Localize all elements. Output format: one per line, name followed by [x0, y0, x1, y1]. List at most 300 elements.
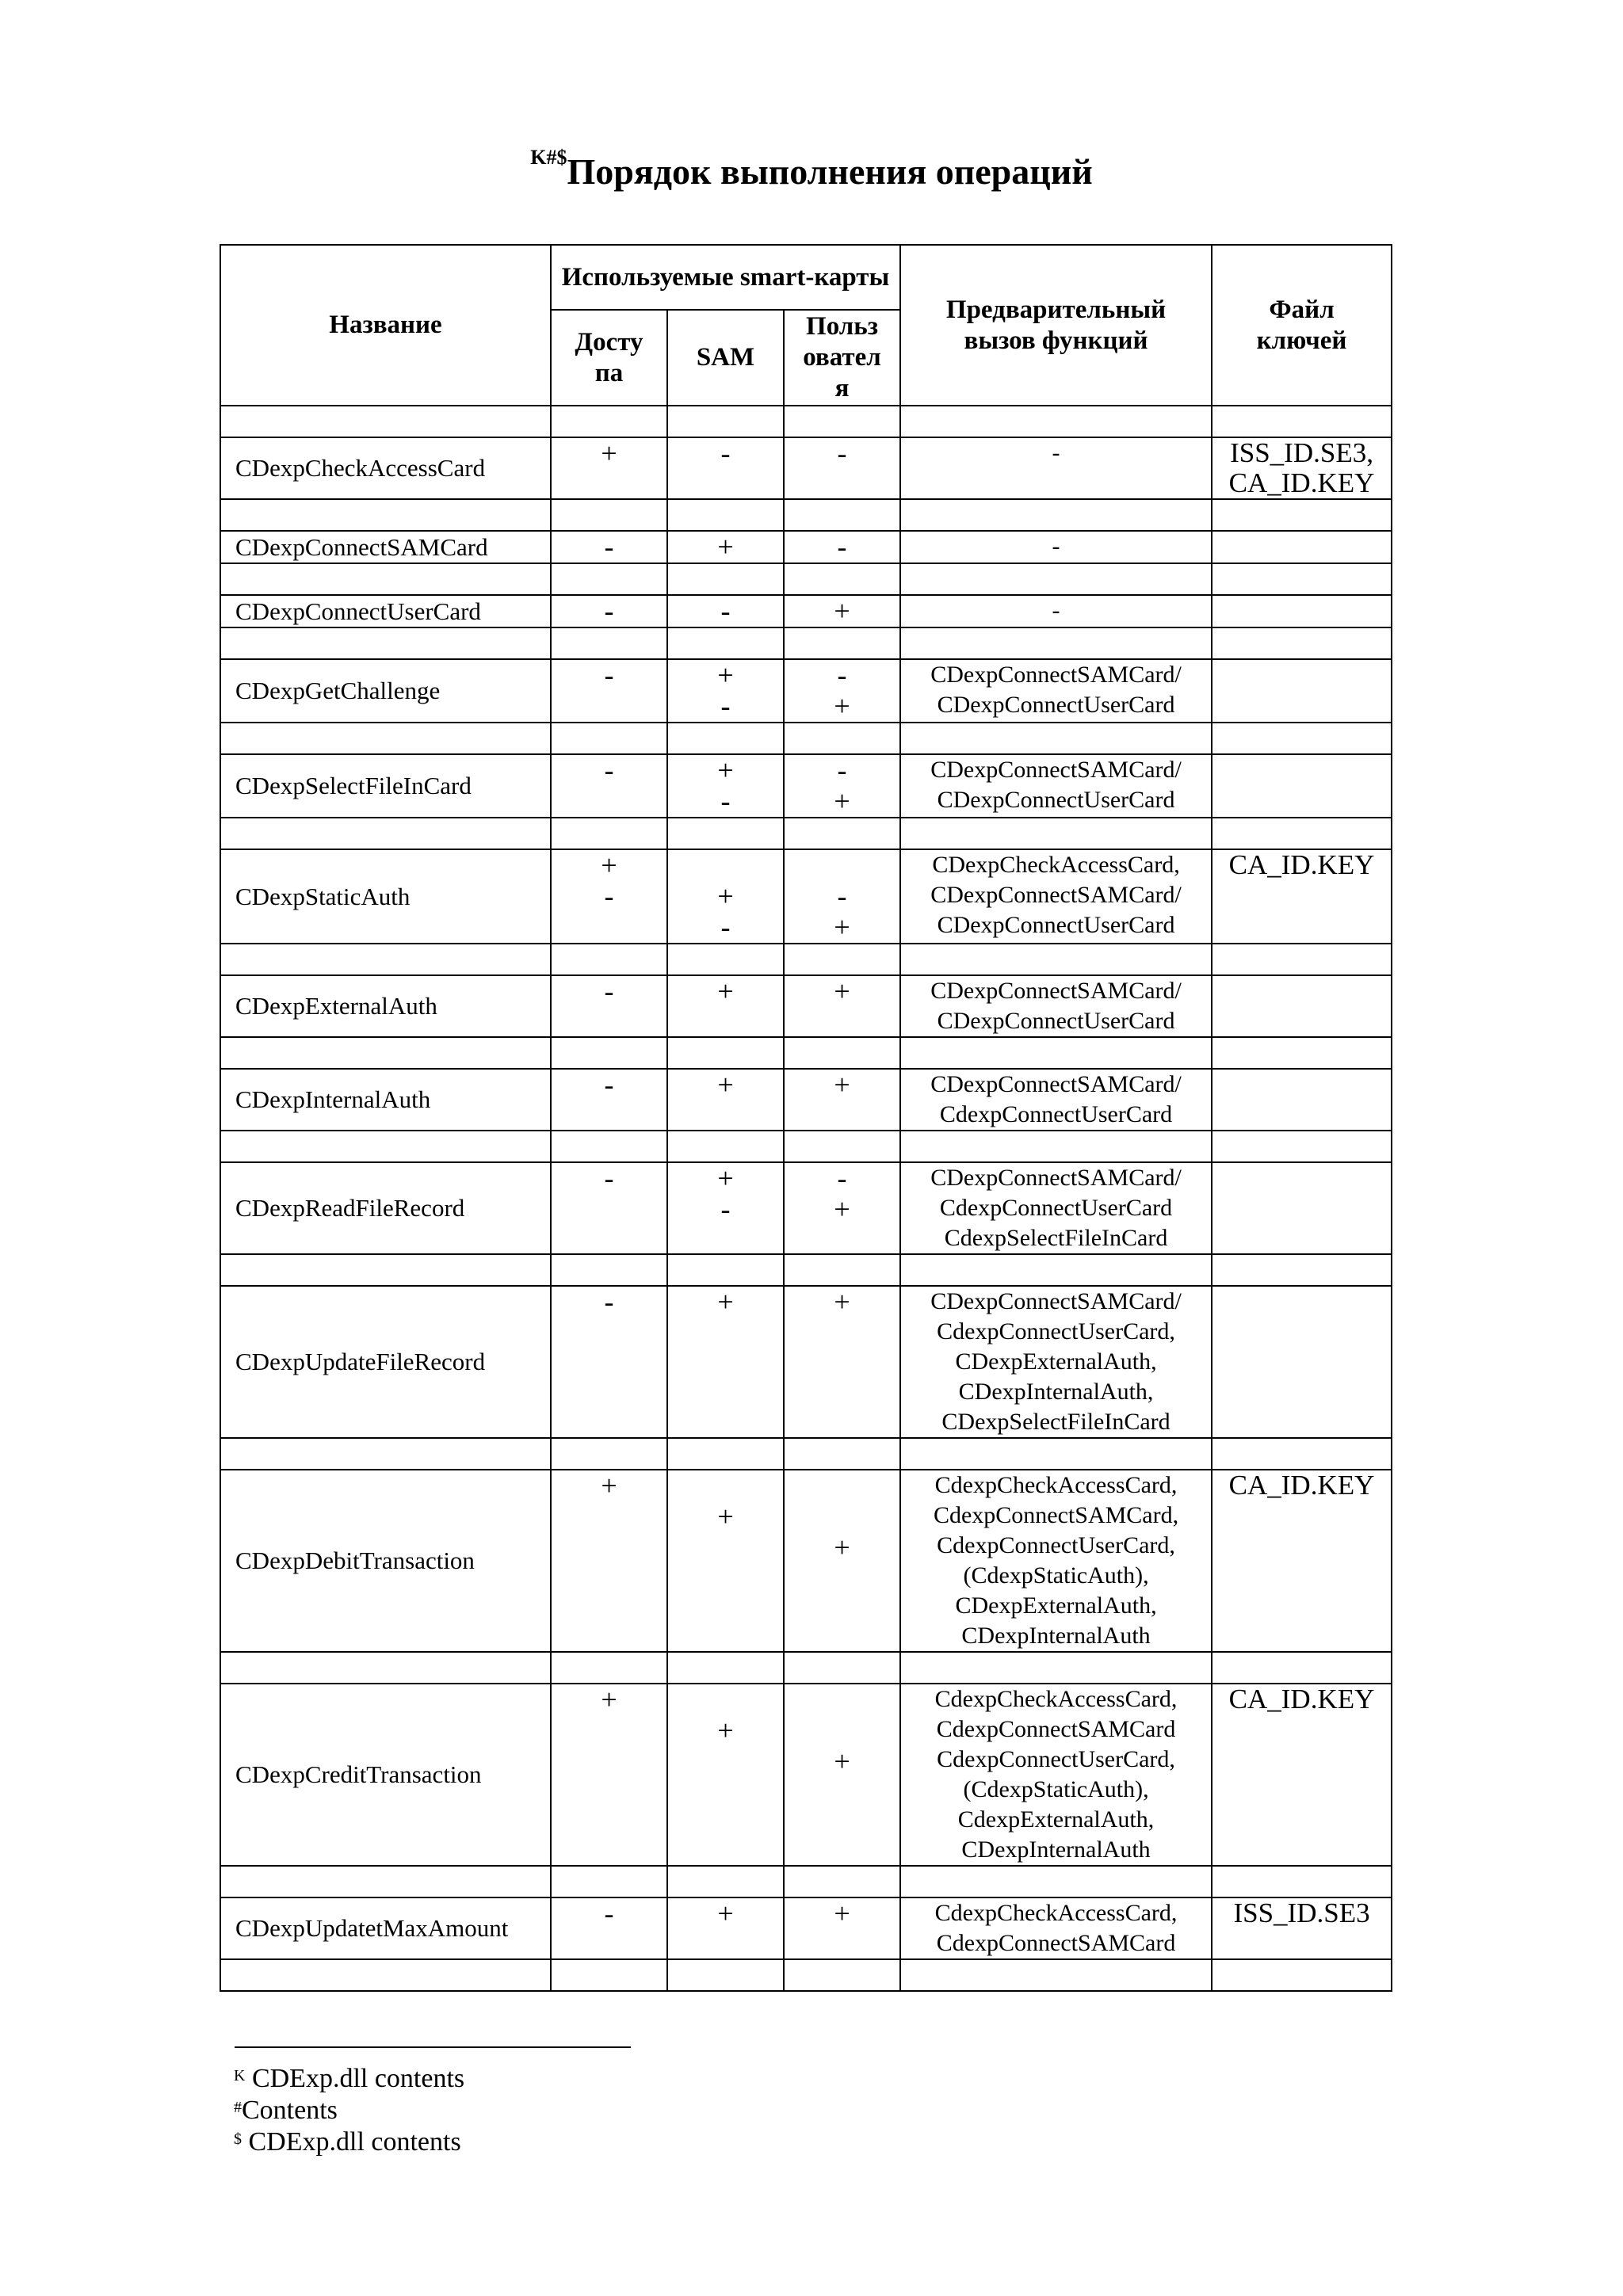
spacer-cell: [667, 1131, 784, 1162]
cell-line: +: [834, 1286, 850, 1318]
spacer-cell: [667, 1037, 784, 1069]
access-card-cell: [551, 437, 667, 499]
spacer-cell: [900, 1438, 1212, 1470]
header-name: Название: [220, 245, 551, 406]
spacer-cell: [220, 1652, 551, 1684]
cell-line: -: [720, 690, 731, 722]
cell-line: CDexpExternalAuth,: [955, 1348, 1157, 1375]
table-row: [220, 531, 1392, 563]
cell-line: CdexpConnectUserCard: [939, 1195, 1173, 1221]
spacer-cell: [220, 723, 551, 754]
spacer-cell: [551, 1254, 667, 1286]
spacer-row: [220, 1438, 1392, 1470]
spacer-cell: [220, 944, 551, 975]
cell-line: CA_ID.KEY: [1228, 849, 1375, 880]
cell-line: CdexpConnectSAMCard: [936, 1716, 1176, 1742]
cell-line: CDexpConnectSAMCard/: [930, 978, 1182, 1004]
sam-card-cell: [667, 531, 784, 563]
cell-line: -: [604, 880, 614, 912]
cell-line: CDexpConnectSAMCard/: [930, 882, 1182, 908]
spacer-cell: [900, 723, 1212, 754]
cell-line: +: [834, 785, 850, 817]
access-card-cell: [551, 595, 667, 627]
cell-line: +: [601, 1684, 617, 1715]
cell-line: CdexpConnectUserCard,: [937, 1318, 1175, 1344]
spacer-cell: [667, 1438, 784, 1470]
prereq-cell: [900, 531, 1212, 563]
access-card-cell: [551, 659, 667, 723]
footnotes: [234, 2063, 464, 2158]
cell-line: -: [604, 595, 614, 627]
header-user: Польз овател я: [784, 310, 900, 406]
spacer-cell: [667, 499, 784, 531]
spacer-cell: [551, 1037, 667, 1069]
spacer-cell: [784, 1438, 900, 1470]
spacer-row: [220, 627, 1392, 659]
keyfile-cell: [1212, 595, 1392, 627]
cell-line: -: [1052, 440, 1060, 466]
cell-line: +: [834, 1531, 850, 1563]
cell-line: (CdexpStaticAuth),: [963, 1562, 1149, 1589]
sam-card-cell: [667, 975, 784, 1037]
prereq-cell: [900, 1286, 1212, 1438]
spacer-cell: [784, 818, 900, 849]
spacer-row: [220, 1959, 1392, 1991]
function-name-cell: CDexpUpdateFileRecord: [220, 1286, 551, 1438]
access-card-cell: [551, 754, 667, 818]
cell-line: +: [834, 1897, 850, 1929]
cell-line: +: [834, 1193, 850, 1225]
cell-line: CdexpCheckAccessCard,: [934, 1472, 1178, 1498]
header-keyfile: Файл ключей: [1212, 245, 1392, 406]
cell-line: +: [717, 531, 734, 563]
prereq-cell: [900, 754, 1212, 818]
spacer-cell: [220, 1866, 551, 1897]
spacer-cell: [551, 944, 667, 975]
cell-line: [785, 1715, 899, 1746]
header-sam: SAM: [667, 310, 784, 406]
spacer-cell: [900, 1866, 1212, 1897]
page-title: [0, 146, 1623, 193]
cell-line: [668, 1470, 783, 1501]
access-card-cell: [551, 1684, 667, 1866]
spacer-cell: [1212, 499, 1392, 531]
table-row: [220, 437, 1392, 499]
spacer-cell: [784, 406, 900, 437]
title-footnote-marks: K#$: [530, 146, 567, 169]
table-row: [220, 1897, 1392, 1959]
keyfile-cell: [1212, 975, 1392, 1037]
cell-line: -: [837, 1162, 847, 1194]
cell-line: +: [601, 1470, 617, 1501]
prereq-cell: [900, 1684, 1212, 1866]
spacer-cell: [1212, 1866, 1392, 1897]
spacer-cell: [551, 563, 667, 595]
spacer-cell: [1212, 1131, 1392, 1162]
prereq-cell: [900, 437, 1212, 499]
function-name-cell: CDexpStaticAuth: [220, 849, 551, 944]
header-prereq: Предварительный вызов функций: [900, 245, 1212, 406]
keyfile-cell: [1212, 437, 1392, 499]
cell-line: +: [834, 911, 850, 943]
cell-line: CA_ID.KEY: [1228, 1470, 1375, 1501]
cell-line: +: [834, 975, 850, 1007]
spacer-cell: [220, 406, 551, 437]
access-card-cell: [551, 1162, 667, 1254]
spacer-cell: [1212, 1652, 1392, 1684]
cell-line: CdexpConnectSAMCard: [936, 1930, 1176, 1956]
spacer-cell: [667, 818, 784, 849]
cell-line: CDexpConnectUserCard: [937, 912, 1175, 938]
spacer-cell: [900, 1959, 1212, 1991]
spacer-cell: [784, 563, 900, 595]
keyfile-cell: [1212, 531, 1392, 563]
table-row: [220, 1286, 1392, 1438]
cell-line: CDexpInternalAuth: [961, 1623, 1151, 1649]
user-card-cell: [784, 849, 900, 944]
table-row: [220, 1684, 1392, 1866]
spacer-cell: [784, 1866, 900, 1897]
spacer-cell: [220, 1131, 551, 1162]
cell-line: +: [717, 975, 734, 1007]
spacer-cell: [551, 1866, 667, 1897]
cell-line: CDexpConnectSAMCard/: [930, 1165, 1182, 1191]
user-card-cell: [784, 754, 900, 818]
spacer-cell: [667, 563, 784, 595]
cell-line: CdexpCheckAccessCard,: [934, 1900, 1178, 1926]
table-row: [220, 1470, 1392, 1652]
user-card-cell: [784, 1897, 900, 1959]
cell-line: -: [720, 437, 731, 469]
spacer-cell: [667, 944, 784, 975]
user-card-cell: [784, 1286, 900, 1438]
footnote-item: $^K$ CDExp.dll contents: [234, 2064, 465, 2093]
table-body: [220, 406, 1392, 1991]
cell-line: ISS_ID.SE3: [1233, 1897, 1370, 1928]
table-row: [220, 849, 1392, 944]
function-name-cell: CDexpCreditTransaction: [220, 1684, 551, 1866]
cell-line: CA_ID.KEY: [1228, 467, 1375, 498]
spacer-cell: [784, 1959, 900, 1991]
cell-line: -: [604, 1162, 614, 1194]
cell-line: CDexpExternalAuth,: [955, 1592, 1157, 1619]
spacer-row: [220, 499, 1392, 531]
spacer-cell: [784, 1131, 900, 1162]
cell-line: CDexpCheckAccessCard,: [932, 852, 1180, 878]
keyfile-cell: [1212, 1897, 1392, 1959]
cell-line: +: [834, 1069, 850, 1100]
cell-line: -: [1052, 533, 1060, 559]
cell-line: [785, 1501, 899, 1532]
footnote-divider: [235, 2046, 631, 2048]
spacer-cell: [667, 1866, 784, 1897]
keyfile-cell: [1212, 1286, 1392, 1438]
cell-line: [668, 850, 783, 881]
user-card-cell: [784, 531, 900, 563]
spacer-cell: [1212, 818, 1392, 849]
spacer-cell: [220, 499, 551, 531]
keyfile-cell: [1212, 1684, 1392, 1866]
spacer-cell: [900, 818, 1212, 849]
function-name-cell: CDexpUpdatetMaxAmount: [220, 1897, 551, 1959]
user-card-cell: [784, 659, 900, 723]
function-name-cell: CDexpExternalAuth: [220, 975, 551, 1037]
spacer-cell: [667, 1254, 784, 1286]
spacer-cell: [220, 1959, 551, 1991]
spacer-cell: [900, 944, 1212, 975]
cell-line: +: [717, 1501, 734, 1532]
cell-line: CdexpCheckAccessCard,: [934, 1686, 1178, 1712]
spacer-row: [220, 818, 1392, 849]
spacer-cell: [784, 627, 900, 659]
spacer-cell: [1212, 406, 1392, 437]
cell-line: -: [837, 754, 847, 786]
cell-line: -: [720, 595, 731, 627]
prereq-cell: [900, 1470, 1212, 1652]
cell-line: CDexpConnectUserCard: [937, 787, 1175, 813]
spacer-cell: [1212, 563, 1392, 595]
spacer-cell: [1212, 627, 1392, 659]
access-card-cell: [551, 1069, 667, 1131]
table-row: [220, 659, 1392, 723]
cell-line: -: [837, 531, 847, 563]
table-row: [220, 754, 1392, 818]
access-card-cell: [551, 849, 667, 944]
user-card-cell: [784, 1162, 900, 1254]
cell-line: CDexpConnectSAMCard/: [930, 1288, 1182, 1314]
keyfile-cell: [1212, 1162, 1392, 1254]
spacer-cell: [551, 1438, 667, 1470]
spacer-cell: [900, 1131, 1212, 1162]
spacer-cell: [1212, 1254, 1392, 1286]
cell-line: CdexpConnectSAMCard,: [933, 1502, 1179, 1528]
spacer-cell: [1212, 1959, 1392, 1991]
spacer-cell: [551, 1131, 667, 1162]
cell-line: CDexpConnectSAMCard/: [930, 662, 1182, 688]
prereq-cell: [900, 849, 1212, 944]
prereq-cell: [900, 1162, 1212, 1254]
spacer-cell: [551, 1959, 667, 1991]
cell-line: -: [604, 1286, 614, 1318]
keyfile-cell: [1212, 659, 1392, 723]
cell-line: CDexpConnectSAMCard/: [930, 1071, 1182, 1097]
spacer-cell: [1212, 1438, 1392, 1470]
spacer-cell: [551, 1652, 667, 1684]
spacer-row: [220, 563, 1392, 595]
cell-line: CdexpConnectUserCard,: [937, 1746, 1175, 1772]
cell-line: -: [720, 1193, 731, 1225]
sam-card-cell: [667, 1684, 784, 1866]
table-row: [220, 1162, 1392, 1254]
sam-card-cell: [667, 595, 784, 627]
prereq-cell: [900, 595, 1212, 627]
cell-line: -: [604, 754, 614, 786]
cell-line: +: [717, 659, 734, 691]
operations-table: [220, 244, 1392, 1992]
title-text: Порядок выполнения операций: [567, 151, 1093, 192]
cell-line: +: [717, 1069, 734, 1100]
function-name-cell: CDexpConnectUserCard: [220, 595, 551, 627]
header-smart-cards: Используемые smart-карты: [551, 245, 900, 310]
keyfile-cell: [1212, 849, 1392, 944]
table-row: [220, 1069, 1392, 1131]
cell-line: [785, 1470, 899, 1501]
prereq-cell: [900, 1069, 1212, 1131]
footnote-item: $ CDExp.dll contents: [234, 2127, 461, 2157]
spacer-cell: [667, 1652, 784, 1684]
user-card-cell: [784, 975, 900, 1037]
cell-line: +: [834, 1745, 850, 1777]
sam-card-cell: [667, 1470, 784, 1652]
cell-line: +: [717, 1286, 734, 1318]
spacer-cell: [784, 499, 900, 531]
spacer-cell: [220, 627, 551, 659]
access-card-cell: [551, 1897, 667, 1959]
spacer-cell: [900, 1037, 1212, 1069]
prereq-cell: [900, 659, 1212, 723]
cell-line: CdexpSelectFileInCard: [944, 1225, 1168, 1251]
spacer-cell: [551, 627, 667, 659]
spacer-row: [220, 1652, 1392, 1684]
cell-line: +: [717, 1714, 734, 1746]
spacer-cell: [900, 627, 1212, 659]
sam-card-cell: [667, 1897, 784, 1959]
cell-line: +: [601, 849, 617, 881]
spacer-cell: [900, 1652, 1212, 1684]
cell-line: +: [834, 690, 850, 722]
spacer-cell: [784, 944, 900, 975]
cell-line: ISS_ID.SE3,: [1230, 437, 1373, 468]
spacer-row: [220, 1037, 1392, 1069]
cell-line: [785, 1684, 899, 1715]
cell-line: CDexpInternalAuth,: [958, 1379, 1154, 1405]
sam-card-cell: [667, 659, 784, 723]
function-name-cell: CDexpSelectFileInCard: [220, 754, 551, 818]
spacer-cell: [551, 406, 667, 437]
sam-card-cell: [667, 849, 784, 944]
spacer-row: [220, 1254, 1392, 1286]
cell-line: CDexpInternalAuth: [961, 1836, 1151, 1863]
spacer-cell: [220, 1438, 551, 1470]
spacer-cell: [1212, 944, 1392, 975]
sam-card-cell: [667, 437, 784, 499]
table-row: [220, 595, 1392, 627]
spacer-cell: [220, 563, 551, 595]
keyfile-cell: [1212, 1470, 1392, 1652]
spacer-row: [220, 406, 1392, 437]
cell-line: [668, 1684, 783, 1715]
spacer-cell: [1212, 723, 1392, 754]
cell-line: +: [717, 1897, 734, 1929]
cell-line: -: [604, 531, 614, 563]
cell-line: CDexpSelectFileInCard: [941, 1409, 1170, 1435]
cell-line: +: [601, 437, 617, 469]
sam-card-cell: [667, 754, 784, 818]
function-name-cell: CDexpCheckAccessCard: [220, 437, 551, 499]
sam-card-cell: [667, 1069, 784, 1131]
footnote-item: #Contents: [234, 2096, 338, 2125]
sam-card-cell: [667, 1162, 784, 1254]
cell-line: -: [837, 437, 847, 469]
spacer-cell: [784, 1652, 900, 1684]
spacer-cell: [667, 1959, 784, 1991]
spacer-cell: [551, 818, 667, 849]
cell-line: -: [604, 1897, 614, 1929]
spacer-row: [220, 1866, 1392, 1897]
function-name-cell: CDexpInternalAuth: [220, 1069, 551, 1131]
cell-line: CA_ID.KEY: [1228, 1684, 1375, 1714]
spacer-cell: [220, 818, 551, 849]
access-card-cell: [551, 975, 667, 1037]
cell-line: -: [1052, 597, 1060, 624]
cell-line: CdexpConnectUserCard,: [937, 1532, 1175, 1558]
cell-line: -: [720, 911, 731, 943]
cell-line: CDexpConnectUserCard: [937, 1008, 1175, 1034]
cell-line: (CdexpStaticAuth),: [963, 1776, 1149, 1802]
cell-line: [785, 850, 899, 881]
spacer-cell: [900, 499, 1212, 531]
prereq-cell: [900, 1897, 1212, 1959]
access-card-cell: [551, 531, 667, 563]
keyfile-cell: [1212, 754, 1392, 818]
cell-line: -: [837, 659, 847, 691]
access-card-cell: [551, 1470, 667, 1652]
spacer-row: [220, 723, 1392, 754]
cell-line: +: [717, 754, 734, 786]
user-card-cell: [784, 1684, 900, 1866]
cell-line: +: [834, 595, 850, 627]
table-row: [220, 975, 1392, 1037]
spacer-cell: [220, 1037, 551, 1069]
cell-line: -: [604, 1069, 614, 1100]
function-name-cell: CDexpConnectSAMCard: [220, 531, 551, 563]
cell-line: -: [604, 975, 614, 1007]
spacer-cell: [551, 499, 667, 531]
cell-line: +: [717, 880, 734, 912]
cell-line: CdexpConnectUserCard: [939, 1101, 1173, 1127]
spacer-cell: [667, 406, 784, 437]
cell-line: CdexpExternalAuth,: [957, 1806, 1155, 1833]
function-name-cell: CDexpGetChallenge: [220, 659, 551, 723]
spacer-cell: [667, 723, 784, 754]
access-card-cell: [551, 1286, 667, 1438]
spacer-row: [220, 944, 1392, 975]
user-card-cell: [784, 1470, 900, 1652]
prereq-cell: [900, 975, 1212, 1037]
spacer-cell: [667, 627, 784, 659]
cell-line: CDexpConnectSAMCard/: [930, 757, 1182, 783]
cell-line: -: [837, 880, 847, 912]
sam-card-cell: [667, 1286, 784, 1438]
spacer-cell: [900, 1254, 1212, 1286]
cell-line: +: [717, 1162, 734, 1194]
spacer-cell: [900, 563, 1212, 595]
spacer-cell: [900, 406, 1212, 437]
spacer-row: [220, 1131, 1392, 1162]
user-card-cell: [784, 595, 900, 627]
user-card-cell: [784, 1069, 900, 1131]
function-name-cell: CDexpDebitTransaction: [220, 1470, 551, 1652]
spacer-cell: [1212, 1037, 1392, 1069]
cell-line: -: [604, 659, 614, 691]
cell-line: -: [720, 785, 731, 817]
cell-line: CDexpConnectUserCard: [937, 692, 1175, 718]
header-access: Досту па: [551, 310, 667, 406]
spacer-cell: [220, 1254, 551, 1286]
user-card-cell: [784, 437, 900, 499]
spacer-cell: [784, 1037, 900, 1069]
spacer-cell: [784, 723, 900, 754]
